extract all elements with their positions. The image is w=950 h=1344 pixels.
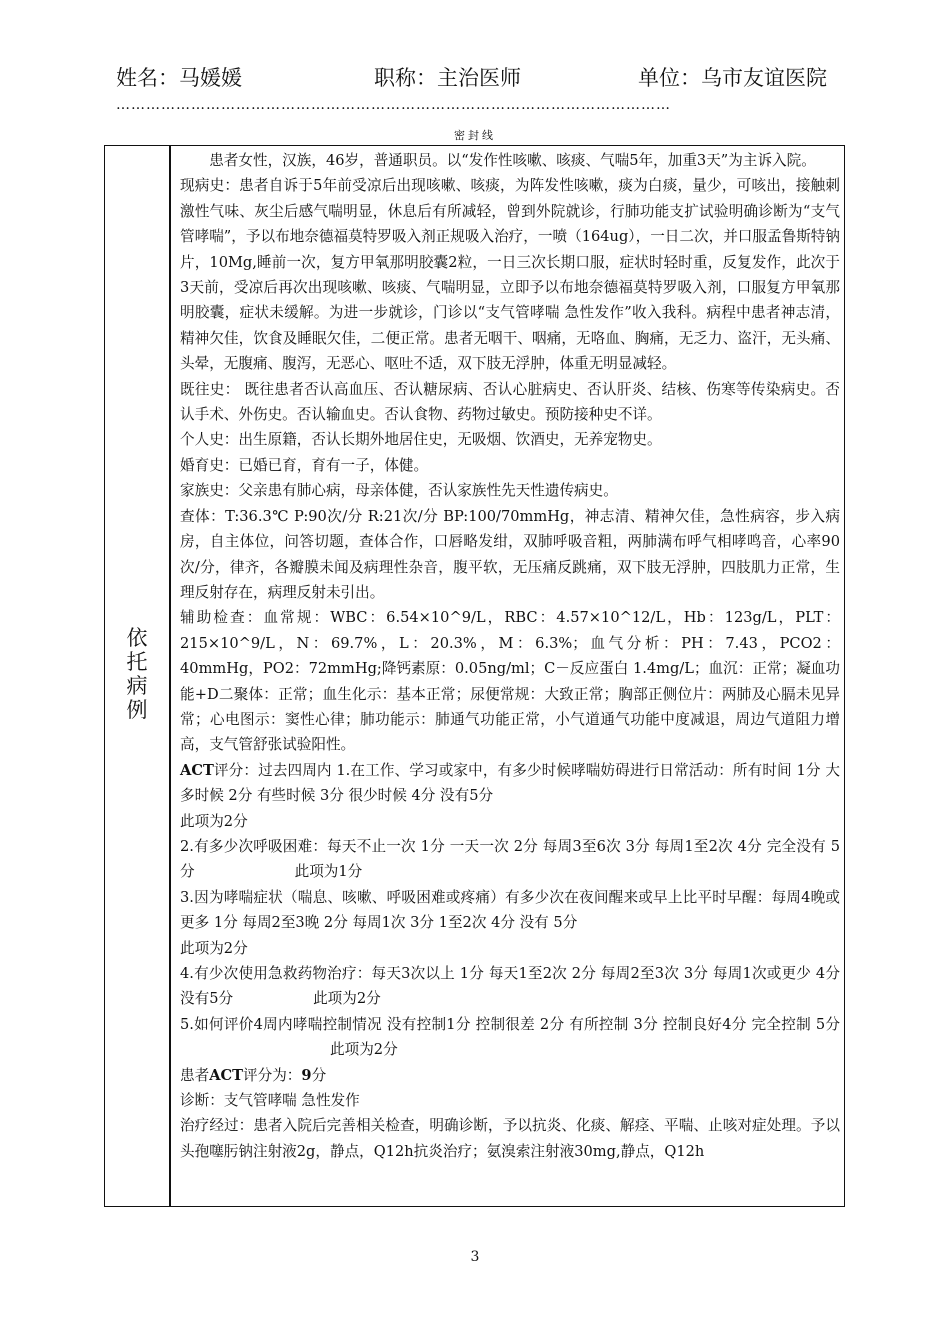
- author-title: 职称：主治医师: [374, 66, 521, 90]
- act-question-3: 3.因为哮喘症状（喘息、咳嗽、呼吸困难或疼痛）有多少次在夜间醒来或早上比平时早醒：每周4晚或更多 1分 每周2至3晚 2分 每周1次 3分 1至2次 4分 没有 5分: [180, 888, 840, 932]
- side-label-char: 病: [126, 674, 148, 698]
- side-label-char: 依: [126, 626, 148, 650]
- author-name: 姓名：马媛媛: [116, 66, 242, 90]
- side-label-char: 托: [126, 650, 148, 674]
- dotted-separator: …………………………………………………………………………………………………: [116, 97, 671, 113]
- family-history: 家族史：父亲患有肺心病，母亲体健，否认家族性先天性遗传病史。: [180, 482, 618, 500]
- case-content: [180, 148, 840, 1164]
- act-question-2-score: 此项为1分: [294, 863, 363, 881]
- chief-complaint: 患者女性，汉族，46岁，普通职员。以“发作性咳嗽、咳痰、气喘5年，加重3天”为主诉入院。: [209, 152, 816, 169]
- present-history: 现病史：患者自诉于5年前受凉后出现咳嗽、咳痰，为阵发性咳嗽，痰为白痰，量少，可咳出，接触刺激性气味、灰尘后感气喘明显，休息后有所减轻，曾到外院就诊，行肺功能支扩试验明确诊断为“支气管哮喘”，予以布地奈德福莫特罗吸入剂正规吸入治疗，一喷（164ug），一日二次，并口服孟鲁斯特钠片，10Mg,睡前一次，复方甲氧那明胶囊2粒，一日三次长期口服，症状时轻时重，反复发作，此次于3天前，受凉后再次出现咳嗽、咳痰、气喘明显，立即予以布地奈德福莫特罗吸入剂，口服复方甲氧那明胶囊，症状未缓解。为进一步就诊，门诊以“支气管哮喘 急性发作”收入我科。病程中患者神志清，精神欠佳，饮食及睡眠欠佳，二便正常。患者无咽干、咽痛，无咯血、胸痛，无乏力、盗汗，无头痛、头晕，无腹痛、腹泻，无恶心、呕吐不适，双下肢无浮肿，体重无明显减轻。: [180, 177, 840, 373]
- personal-history: 个人史：出生原籍，否认长期外地居住史，无吸烟、饮酒史，无养宠物史。: [180, 431, 662, 449]
- past-history: 既往史： 既往患者否认高血压、否认糖尿病、否认心脏病史、否认肝炎、结核、伤寒等传染病史。否认手术、外伤史。否认输血史。否认食物、药物过敏史。预防接种史不详。: [180, 380, 840, 424]
- author-unit: 单位：乌市友谊医院: [638, 66, 827, 90]
- act-question-2: 2.有多少次呼吸困难：每天不止一次 1分 一天一次 2分 每周3至6次 3分 每周1至2次 4分 完全没有 5分 此项为1分: [180, 837, 840, 881]
- act-question-4-score: 此项为2分: [313, 990, 381, 1008]
- diagnosis: 诊断：支气管哮喘 急性发作: [180, 1092, 360, 1110]
- act-question-5: 5.如何评价4周内哮喘控制情况 没有控制1分 控制很差 2分 有所控制 3分 控制良好4分 完全控制 5分此项为2分: [180, 1015, 840, 1059]
- side-label-char: 例: [126, 698, 148, 722]
- physical-exam: 查体：T:36.3℃ P:90次/分 R:21次/分 BP:100/70mmHg，神志清、精神欠佳，急性病容，步入病房，自主体位，问答切题，查体合作，口唇略发绀，双肺呼吸音粗，两肺满布呼气相哮鸣音，心率90次/分，律齐，各瓣膜未闻及病理性杂音，腹平软，无压痛反跳痛，双下肢无浮肿，四肢肌力正常，生理反射存在，病理反射未引出。: [180, 507, 840, 601]
- document-header: [116, 62, 838, 96]
- act-question-5-score: 此项为2分: [330, 1041, 398, 1059]
- marital-history: 婚育史：已婚已育，育有一子，体健。: [180, 456, 429, 474]
- column-divider: [169, 146, 171, 1206]
- act-question-3-score: 此项为2分: [180, 939, 248, 957]
- case-table: [104, 145, 845, 1207]
- act-label: ACT: [180, 761, 214, 779]
- seal-line-label: 密封线: [454, 129, 496, 142]
- act-question-1: ACT评分：过去四周内 1.在工作、学习或家中，有多少时候哮喘妨碍进行日常活动：所有时间 1分 大多时候 2分 有些时候 3分 很少时候 4分 没有5分: [180, 761, 840, 805]
- treatment: 治疗经过：患者入院后完善相关检查，明确诊断，予以抗炎、化痰、解痉、平喘、止咳对症处理。予以头孢噻肟钠注射液2g，静点，Q12h抗炎治疗；氨溴索注射液30mg,静点，Q12h: [180, 1117, 840, 1160]
- page-number: 3: [470, 1249, 480, 1265]
- side-label: [105, 626, 169, 722]
- auxiliary-exam: 辅助检查：血常规：WBC：6.54×10^9/L，RBC：4.57×10^12/L，Hb：123g/L，PLT：215×10^9/L，N：69.7%，L：20.3%，M：6.3%；血气分析：PH：7.43，PCO2：40mmHg，PO2：72mmHg;降钙素原：0.05ng/ml；C－反应蛋白 1.4mg/L；血沉：正常；凝血功能+D二聚体：正常；血生化示：基本正常；尿便常规：大致正常；胸部正侧位片：两肺及心膈未见异常；心电图示：窦性心律；肺功能示：肺通气功能正常，小气道通气功能中度减退，周边气道阻力增高，支气管舒张试验阳性。: [180, 609, 840, 754]
- act-question-4: 4.有少次使用急救药物治疗：每天3次以上 1分 每天1至2次 2分 每周2至3次 3分 每周1次或更少 4分 没有5分 此项为2分: [180, 965, 840, 1008]
- act-total-value: 9: [301, 1066, 312, 1084]
- act-total: 患者ACT评分为：9分: [180, 1066, 327, 1084]
- act-question-1-score: 此项为2分: [180, 812, 248, 830]
